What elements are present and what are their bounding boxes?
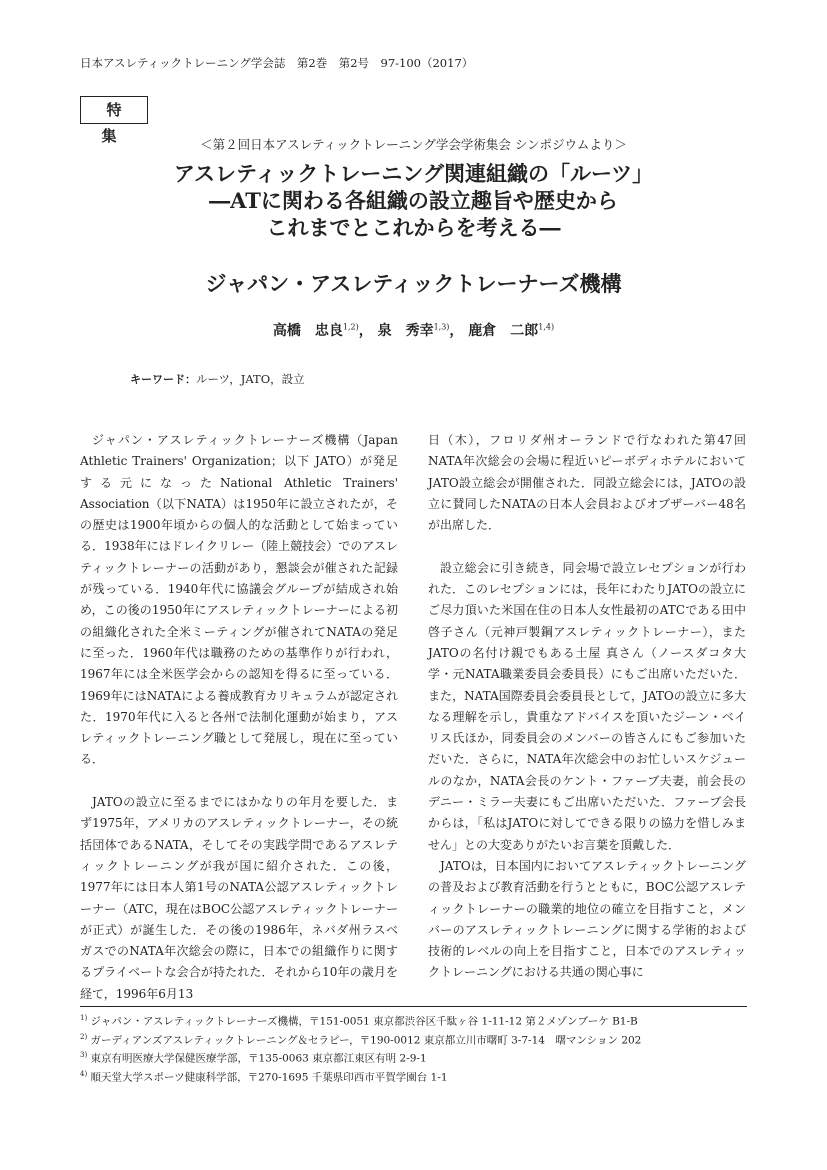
footnote-mark: 4) [80, 1070, 88, 1079]
section-tag: 特 集 [80, 96, 148, 124]
symposium-series: ＜第２回日本アスレティックトレーニング学会学術集会 シンポジウムより＞ [200, 137, 627, 152]
title-line: これまでとこれからを考える― [266, 215, 561, 240]
affiliation-footnotes [80, 1011, 641, 1086]
keywords [130, 371, 305, 387]
paragraph: 日（木），フロリダ州オーランドで行なわれた第47回NATA年次総会の会場に程近いピーボディホテルにおいてJATO設立総会が開催された．同設立総会には，JATOの設立に賛同したNATAの日本人会員およびオブザーバー48名が出席した． [428, 433, 746, 533]
author-affiliation: 1,2) [342, 322, 359, 332]
title-line: ―ATに関わる各組織の設立趣旨や歴史から [209, 188, 618, 213]
footnote [80, 1048, 641, 1067]
author-separator: ， [358, 323, 373, 339]
footnote-text: ジャパン・アスレティックトレーナーズ機構，〒151-0051 東京都渋谷区千駄ヶ谷 1-11-12 第２メゾンブーケ B1-B [90, 1015, 638, 1028]
paragraph: JATOの設立に至るまでにはかなりの年月を要した．まず1975年，アメリカのアスレティックトレーナー，その統括団体であるNATA，そしてその実践学問であるアスレティックトレーニングが我が国に紹介された．この後，1977年には日本人第1号のNATA公認アスレティックトレーナー（ATC，現在はBOC公認アスレティックトレーナーが正式）が誕生した．その後の1986年，ネバダ州ラスベガスでのNATA年次総会の際に，日本での組織作りに関するプライベートな会合が持たれた．それから10年の歳月を経て，1996年6月13 [80, 795, 398, 1001]
body-column-right [428, 430, 746, 984]
title-line: アスレティックトレーニング関連組織の「ルーツ」 [173, 161, 654, 186]
author-name: 泉 秀幸 [377, 323, 434, 339]
footnote [80, 1067, 641, 1086]
author-name: 高橋 忠良 [272, 323, 343, 339]
footnote-mark: 3) [80, 1051, 88, 1060]
paragraph: ジャパン・アスレティックトレーナーズ機構（Japan Athletic Trainers' Organization；以下 JATO）が発足する元になったNational Athletic Trainers' Association（以下NATA）は1950年に設立されたが，その歴史は1900年頃からの個人的な活動として始まっている．1938年にはドレイクリレー（陸上競技会）でのアスレティックトレーナーの活動があり，懇談会が催された記録が残っている．1940年代に協議会グループが結成され始め，この後の1950年にアスレティックトレーナーによる初の組織化された全米ミーティングが催されてNATAの発足に至った．1960年代は職務のための基準作りが行われ，1967年には全米医学会からの認知を得るに至っている．1969年にはNATAによる養成教育カリキュラムが認定された．1970年代に入ると各州で法制化運動が始まり，アスレティックトレーニング職として発展し，現在に至っている． [80, 433, 398, 767]
footnote-mark: 2) [80, 1032, 88, 1041]
keywords-list: ルーツ，JATO，設立 [196, 372, 305, 386]
article-subtitle: ジャパン・アスレティックトレーナーズ機構 [205, 271, 622, 296]
keywords-label: キーワード： [130, 373, 196, 386]
author-affiliation: 1,4) [538, 322, 555, 332]
footnote-mark: 1) [80, 1014, 88, 1022]
journal-header: 日本アスレティックトレーニング学会誌 第2巻 第2号 97-100（2017） [80, 56, 474, 70]
author-affiliation: 1,3) [433, 322, 450, 332]
paragraph: 設立総会に引き続き，同会場で設立レセプションが行われた．このレセプションには，長年にわたりJATOの設立にご尽力頂いた米国在住の日本人女性最初のATCである田中啓子さん（元神戸製鋼アスレティックトレーナー），またJATOの名付け親でもある土屋 真さん（ノースダコタ大学・元NATA職業委員会委員長）にもご出席いただいた．また，NATA国際委員会委員長として，JATOの設立に多大なる理解を示し，貴重なアドバイスを頂いたジーン・ベイリス氏ほか，同委員会のメンバーの皆さんにもご参加いただいた．さらに，NATA年次総会中のお忙しいスケジュールのなか，NATA会長のケント・ファーブ夫妻，前会長のデニー・ミラー夫妻にもご出席いただいた．ファーブ会長からは，「私はJATOに対してできる限りの協力を惜しみません」との大変ありがたいお言葉を頂戴した． [428, 560, 746, 852]
footnote [80, 1030, 641, 1049]
footnote-text: ガーディアンズアスレティックトレーニング＆セラピー，〒190-0012 東京都立川市曙町 3-7-14 曙マンション 202 [90, 1034, 642, 1047]
footnote-text: 東京有明医療大学保健医療学部，〒135-0063 東京都江東区有明 2-9-1 [90, 1052, 427, 1065]
article-title [0, 160, 827, 241]
author-list [0, 320, 827, 340]
footnote-divider [80, 1006, 747, 1007]
paragraph: JATOは，日本国内においてアスレティックトレーニングの普及および教育活動を行うとともに，BOC公認アスレティックトレーナーの職業的地位の確立を目指すこと，メンバーのアスレティックトレーニングに関する学術的および技術的レベルの向上を目指すこと，日本でのアスレティックトレーニングにおける共通の関心事に [428, 858, 746, 980]
footnote-text: 順天堂大学スポーツ健康科学部，〒270-1695 千葉県印西市平賀学園台 1-1 [90, 1071, 448, 1084]
footnote [80, 1011, 641, 1030]
author-name: 鹿倉 二郎 [468, 323, 539, 339]
author-separator: ， [449, 323, 464, 339]
body-column-left [80, 430, 398, 1005]
